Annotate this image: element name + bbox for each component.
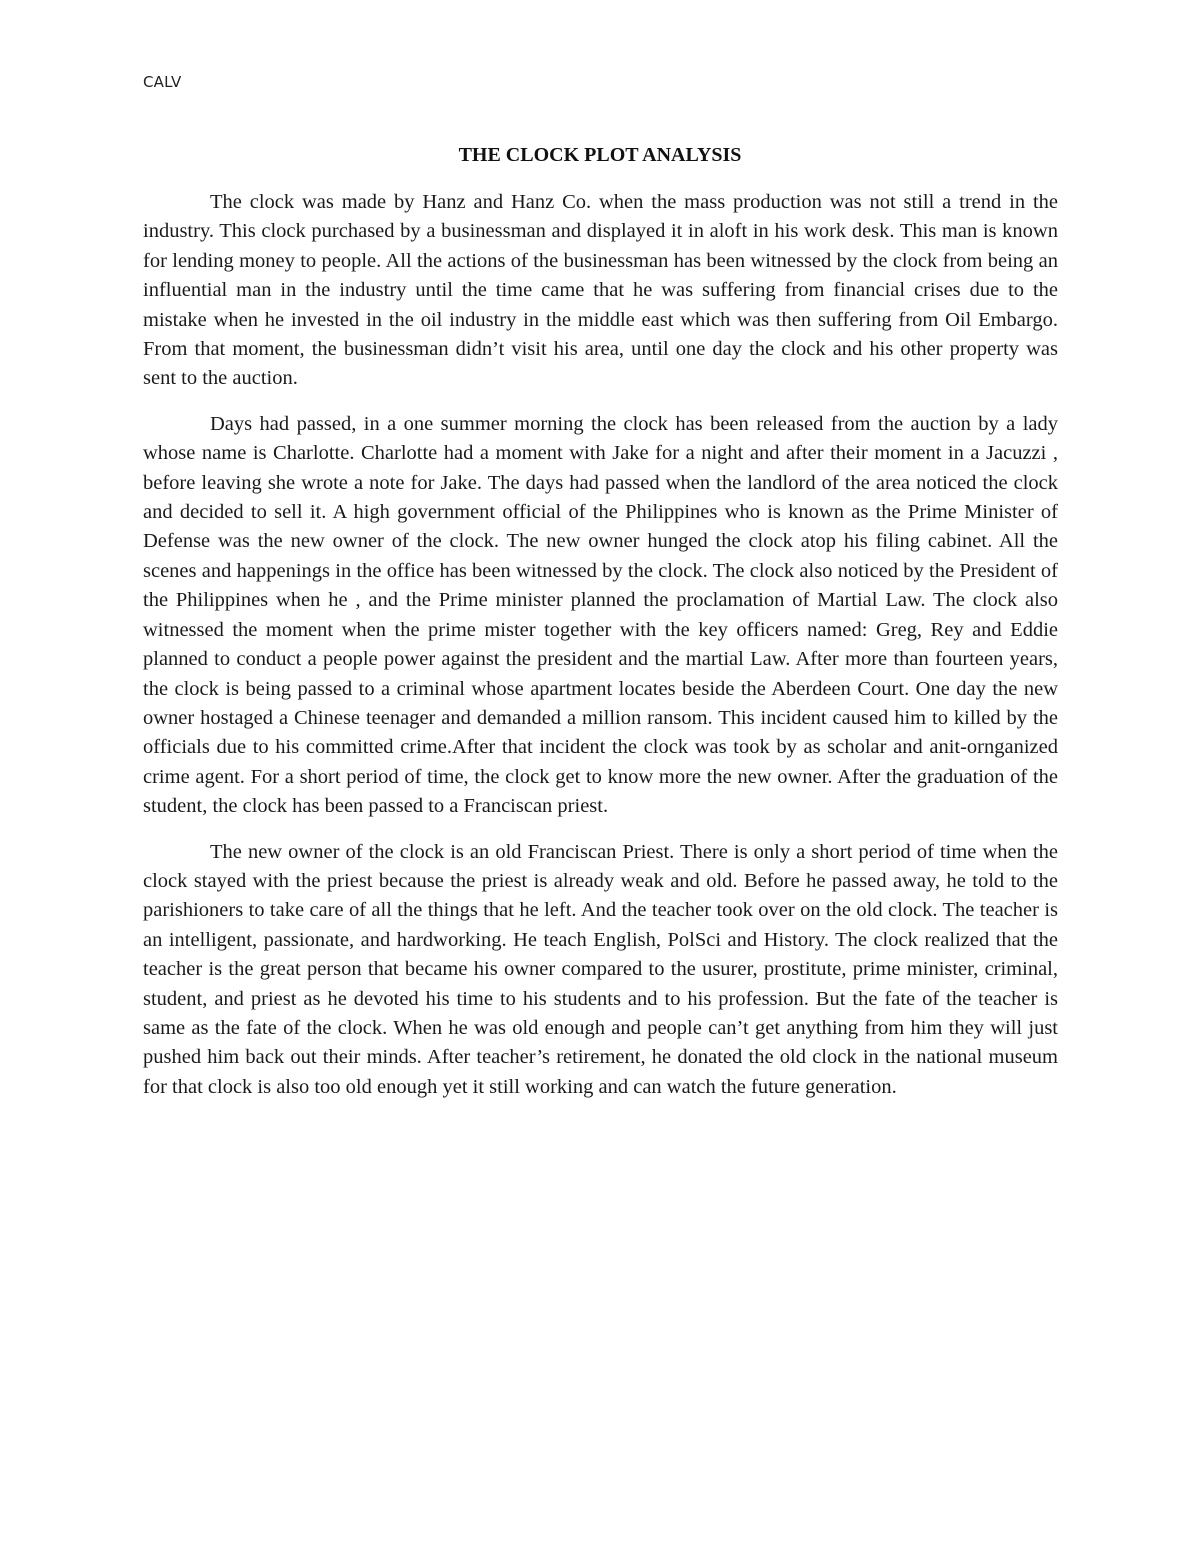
document-body	[143, 188, 1058, 1118]
paragraph: Days had passed, in a one summer morning the clock has been released from the auction by a lady whose name is Charlotte. Charlotte had a moment with Jake for a night and after their moment in a Jacuzzi , before leaving she wrote a note for Jake. The days had passed when the landlord of the area noticed the clock and decided to sell it. A high government official of the Philippines who is known as the Prime Minister of Defense was the new owner of the clock. The new owner hunged the clock atop his filing cabinet. All the scenes and happenings in the office has been witnessed by the clock. The clock also noticed by the President of the Philippines when he , and the Prime minister planned the proclamation of Martial Law. The clock also witnessed the moment when the prime mister together with the key officers named: Greg, Rey and Eddie planned to conduct a people power against the president and the martial Law. After more than fourteen years, the clock is being passed to a criminal whose apartment locates beside the Aberdeen Court. One day the new owner hostaged a Chinese teenager and demanded a million ransom. This incident caused him to killed by the officials due to his committed crime.After that incident the clock was took by as scholar and anit-ornganized crime agent. For a short period of time, the clock get to know more the new owner. After the graduation of the student, the clock has been passed to a Franciscan priest.	[143, 412, 1058, 818]
paragraph: The new owner of the clock is an old Franciscan Priest. There is only a short period of time when the clock stayed with the priest because the priest is already weak and old. Before he passed away, he told to the parishioners to take care of all the things that he left. And the teacher took over on the old clock. The teacher is an intelligent, passionate, and hardworking. He teach English, PolSci and History. The clock realized that the teacher is the great person that became his owner compared to the usurer, prostitute, prime minister, criminal, student, and priest as he devoted his time to his students and to his profession. But the fate of the teacher is same as the fate of the clock. When he was old enough and people can’t get anything from him they will just pushed him back out their minds. After teacher’s retirement, he donated the old clock in the national museum for that clock is also too old enough yet it still working and can watch the future generation.	[143, 840, 1058, 1098]
page-header: CALV	[143, 73, 182, 91]
document-title: THE CLOCK PLOT ANALYSIS	[458, 144, 742, 166]
paragraph: The clock was made by Hanz and Hanz Co. when the mass production was not still a trend in the industry. This clock purchased by a businessman and displayed it in aloft in his work desk. This man is known for lending money to people. All the actions of the businessman has been witnessed by the clock from being an influential man in the industry until the time came that he was suffering from financial crises due to the mistake when he invested in the oil industry in the middle east which was then suffering from Oil Embargo. From that moment, the businessman didn’t visit his area, until one day the clock and his other property was sent to the auction.	[143, 191, 1058, 390]
